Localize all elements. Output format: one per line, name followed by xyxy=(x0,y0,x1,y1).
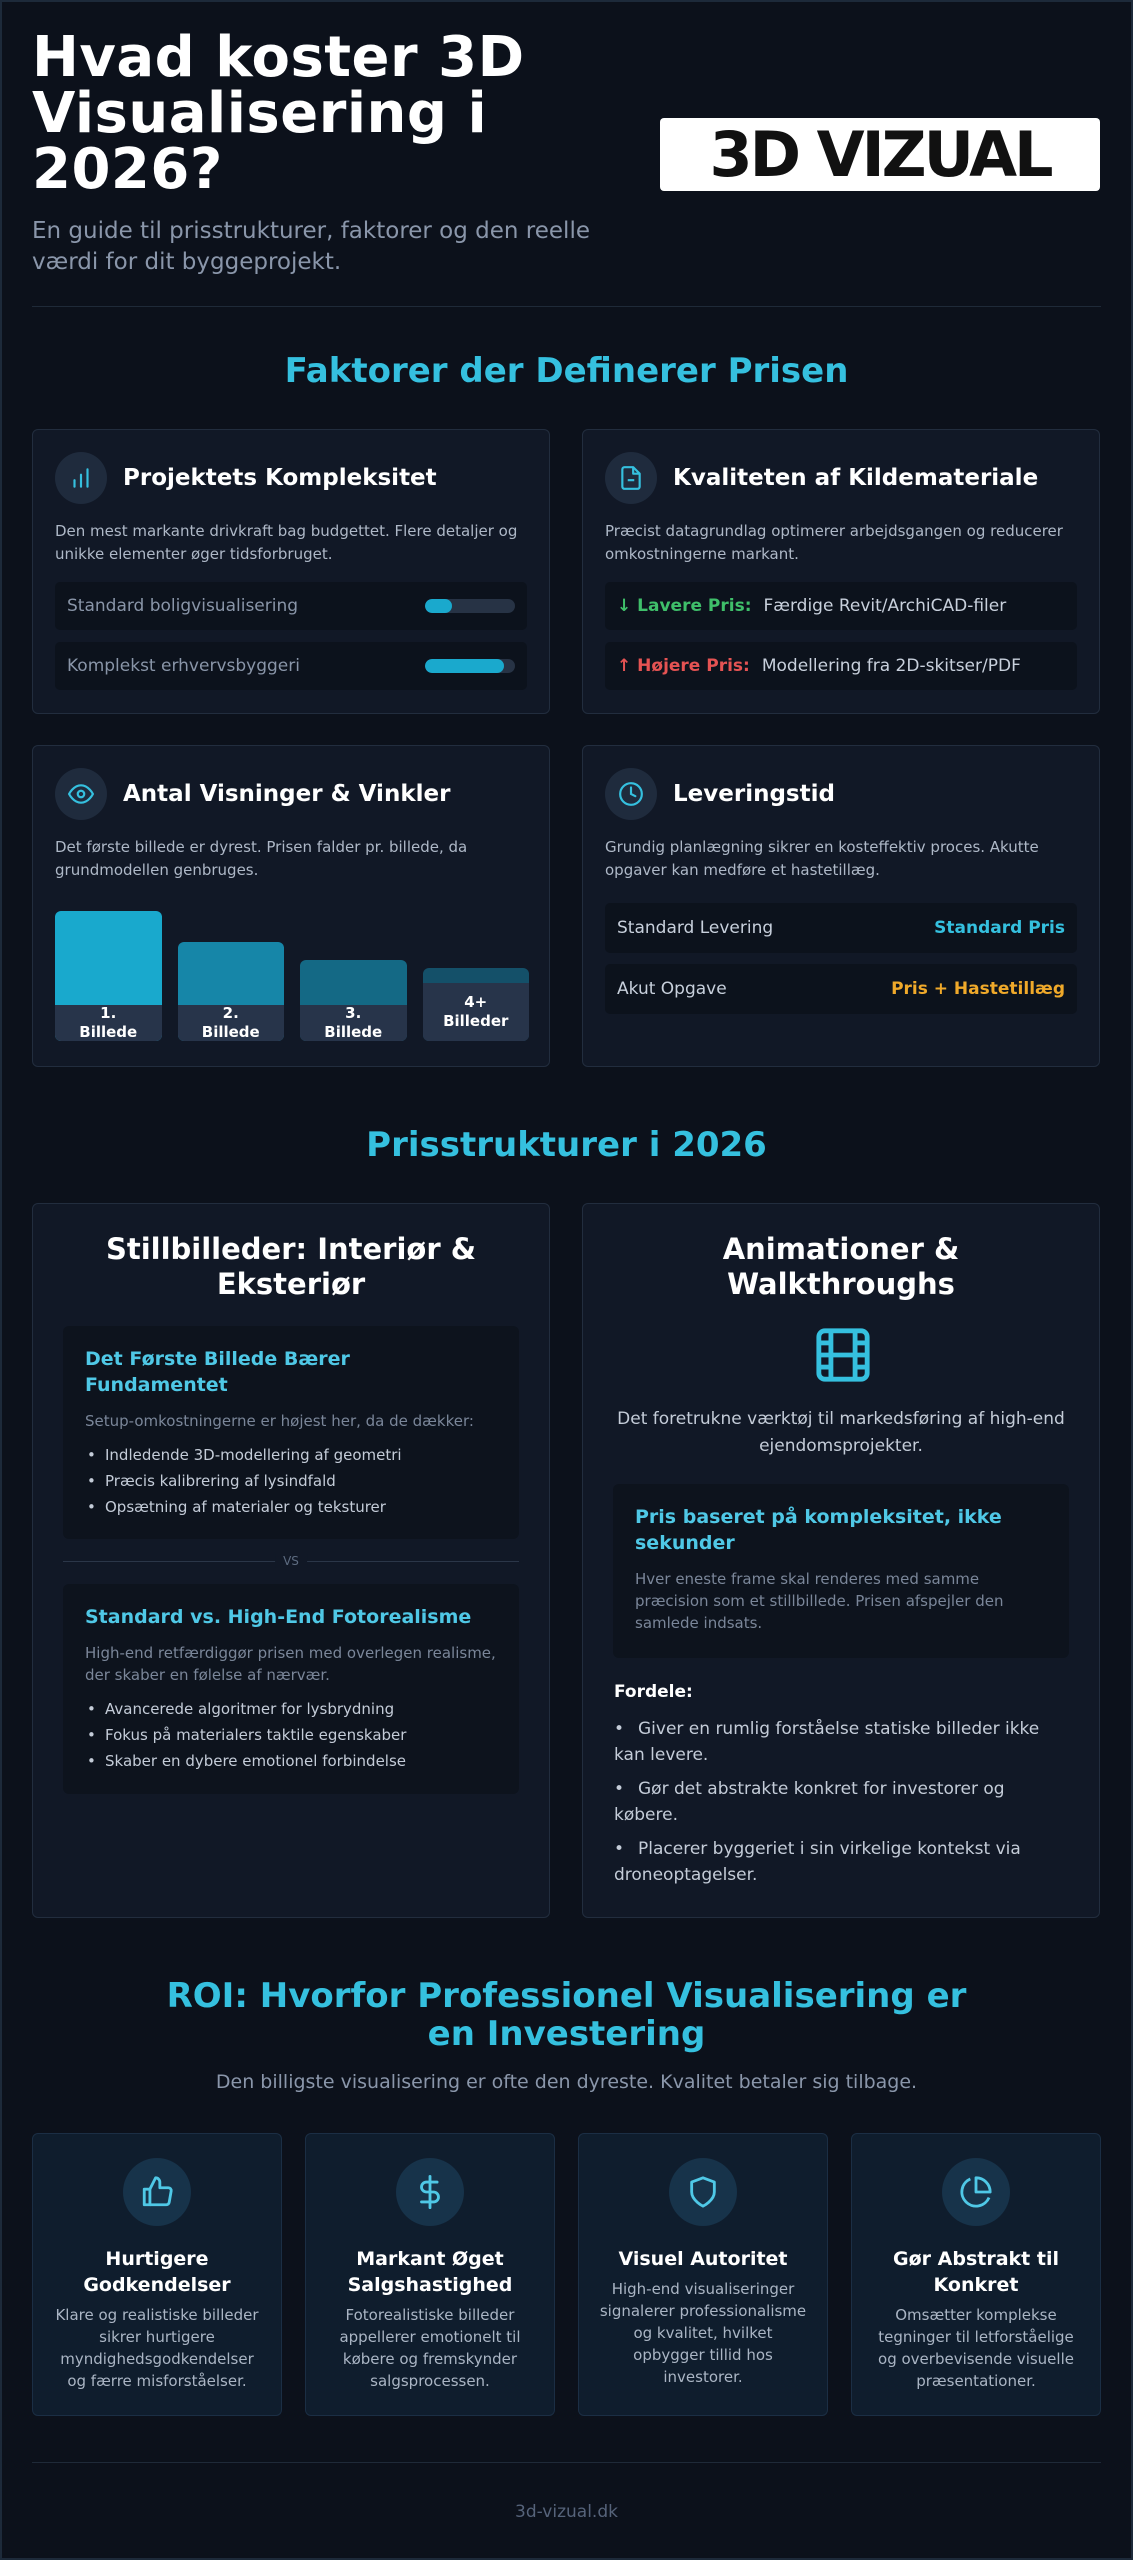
complexity-bar xyxy=(425,599,515,613)
roi-card xyxy=(305,2133,555,2416)
view-bar xyxy=(178,942,285,1041)
complexity-bar xyxy=(425,659,515,673)
first-image-list xyxy=(85,1442,497,1520)
row-label: Akut Opgave xyxy=(617,979,727,999)
lower-price-tag: ↓ Lavere Pris: xyxy=(617,596,752,616)
row-text: Færdige Revit/ArchiCAD-filer xyxy=(763,596,1007,616)
eye-icon xyxy=(55,768,107,820)
animations-desc: Det foretrukne værktøj til markedsføring af high-end ejendomsprojekter. xyxy=(617,1409,1065,1456)
card-title: Kvaliteten af Kildemateriale xyxy=(673,465,1039,491)
film-icon xyxy=(814,1326,872,1384)
row-label: Standard Levering xyxy=(617,918,774,938)
view-bar-label: 4+ Billeder xyxy=(423,983,530,1041)
standard-price-value: Standard Pris xyxy=(934,918,1065,938)
list-item: • Indledende 3D-modellering af geometri xyxy=(85,1442,497,1468)
card-desc: Det første billede er dyrest. Prisen falder pr. billede, da grundmodellen genbruges. xyxy=(55,838,468,879)
animation-price-title: Pris baseret på kompleksitet, ikke sekunder xyxy=(635,1506,1002,1554)
delivery-card xyxy=(582,745,1100,1067)
footer-link[interactable]: 3d-vizual.dk xyxy=(515,2502,618,2522)
list-item: • Avancerede algoritmer for lysbrydning xyxy=(85,1696,497,1722)
view-bar xyxy=(300,960,407,1041)
view-bar xyxy=(423,968,530,1041)
first-image-muted: Setup-omkostningerne er højest her, da de dækker: xyxy=(85,1412,474,1430)
clock-icon xyxy=(605,768,657,820)
roi-card-title: Markant Øget Salgshastighed xyxy=(347,2248,513,2296)
list-item: • Gør det abstrakte konkret for investorer og købere. xyxy=(614,1779,1005,1825)
view-bar-label: 2. Billede xyxy=(178,1005,285,1041)
delivery-row xyxy=(605,964,1077,1014)
list-item: • Placerer byggeriet i sin virkelige kontekst via droneoptagelser. xyxy=(614,1839,1021,1885)
shield-icon xyxy=(669,2158,737,2226)
animations-title: Animationer & Walkthroughs xyxy=(722,1232,960,1301)
roi-card-text: Fotorealistiske billeder appellerer emotionelt til købere og fremskynder salgsprocessen. xyxy=(339,2306,521,2390)
roi-card-text: High-end visualiseringer signalerer professionalisme og kvalitet, hvilket opbygger tillid hos investorer. xyxy=(599,2280,807,2386)
page-subtitle: En guide til prisstrukturer, faktorer og den reelle værdi for dit byggeprojekt. xyxy=(32,218,590,275)
complexity-bar-fill xyxy=(425,659,504,673)
roi-subtitle: Den billigste visualisering er ofte den dyreste. Kvalitet betaler sig tilbage. xyxy=(215,2071,918,2093)
vs-divider xyxy=(63,1554,519,1568)
logo xyxy=(660,118,1100,191)
document-icon xyxy=(605,452,657,504)
roi-card xyxy=(578,2133,828,2416)
animations-card xyxy=(582,1203,1100,1918)
first-image-title: Det Første Billede Bærer Fundamentet xyxy=(85,1348,350,1396)
footer-divider xyxy=(32,2462,1101,2463)
page-title: Hvad koster 3D Visualisering i 2026? xyxy=(32,25,525,202)
animation-price-muted: Hver eneste frame skal renderes med samme præcision som et stillbillede. Prisen afspejler den samlede indsats. xyxy=(635,1570,1004,1632)
list-item: • Giver en rumlig forståelse statiske billeder ikke kan levere. xyxy=(614,1719,1040,1765)
card-title: Leveringstid xyxy=(673,781,835,807)
roi-card-text: Klare og realistiske billeder sikrer hurtigere myndighedsgodkendelser og færre misforståelser. xyxy=(55,2306,259,2390)
rush-price-value: Pris + Hastetillæg xyxy=(891,979,1065,999)
source-card xyxy=(582,429,1100,714)
hero xyxy=(32,25,612,278)
animation-price-box xyxy=(613,1484,1069,1658)
vs-label: VS xyxy=(275,1554,307,1568)
list-item: • Fokus på materialers taktile egenskaber xyxy=(85,1722,497,1748)
logo-text: 3D VIZUAL xyxy=(709,118,1051,191)
roi-card-title: Gør Abstrakt til Konkret xyxy=(893,2248,1059,2296)
complexity-card xyxy=(32,429,550,714)
view-bar-label: 3. Billede xyxy=(300,1005,407,1041)
card-desc: Grundig planlægning sikrer en kosteffektiv proces. Akutte opgaver kan medføre et hastetillæg. xyxy=(605,838,1039,879)
list-item: • Præcis kalibrering af lysindfald xyxy=(85,1468,497,1494)
benefits xyxy=(614,1682,1068,1896)
bar-chart-icon xyxy=(55,452,107,504)
view-bar xyxy=(55,911,162,1041)
roi-card-title: Hurtigere Godkendelser xyxy=(83,2248,231,2296)
source-row xyxy=(605,582,1077,630)
thumbs-up-icon xyxy=(123,2158,191,2226)
list-item: • Opsætning af materialer og teksturer xyxy=(85,1494,497,1520)
list-item: • Skaber en dybere emotionel forbindelse xyxy=(85,1748,497,1774)
delivery-row xyxy=(605,903,1077,953)
first-image-box xyxy=(63,1326,519,1539)
row-label: Komplekst erhvervsbyggeri xyxy=(67,656,300,676)
roi-card-title: Visuel Autoritet xyxy=(618,2248,788,2270)
pie-chart-icon xyxy=(942,2158,1010,2226)
roi-card xyxy=(32,2133,282,2416)
higher-price-tag: ↑ Højere Pris: xyxy=(617,656,750,676)
quality-box xyxy=(63,1584,519,1794)
quality-muted: High-end retfærdiggør prisen med overlegen realisme, der skaber en følelse af nærvær. xyxy=(85,1644,496,1684)
views-card xyxy=(32,745,550,1067)
stills-card xyxy=(32,1203,550,1918)
benefits-title: Fordele: xyxy=(614,1682,693,1702)
row-text: Modellering fra 2D-skitser/PDF xyxy=(761,656,1021,676)
card-title: Projektets Kompleksitet xyxy=(123,465,437,491)
stills-title: Stillbilleder: Interiør & Eksteriør xyxy=(105,1232,477,1301)
factors-section-title: Faktorer der Definerer Prisen xyxy=(284,351,849,391)
row-label: Standard boligvisualisering xyxy=(67,596,299,616)
quality-title: Standard vs. High-End Fotorealisme xyxy=(85,1606,472,1628)
roi-card-text: Omsætter komplekse tegninger til letforståelige og overbevisende visuelle præsentationer. xyxy=(878,2306,1074,2390)
complexity-row xyxy=(55,582,527,630)
view-bar-label: 1. Billede xyxy=(55,1005,162,1041)
pricing-section-title: Prisstrukturer i 2026 xyxy=(366,1125,767,1165)
roi-section-title: ROI: Hvorfor Professionel Visualisering er en Investering xyxy=(166,1976,967,2054)
complexity-row xyxy=(55,642,527,690)
dollar-icon xyxy=(396,2158,464,2226)
complexity-bar-fill xyxy=(425,599,452,613)
source-row xyxy=(605,642,1077,690)
card-desc: Præcist datagrundlag optimerer arbejdsgangen og reducerer omkostningerne markant. xyxy=(605,522,1063,563)
roi-card xyxy=(851,2133,1101,2416)
card-desc: Den mest markante drivkraft bag budgettet. Flere detaljer og unikke elementer øger tidsforbruget. xyxy=(55,522,518,563)
card-title: Antal Visninger & Vinkler xyxy=(123,781,451,807)
divider xyxy=(32,306,1101,307)
quality-list xyxy=(85,1696,497,1774)
views-bar-chart xyxy=(55,911,527,1041)
